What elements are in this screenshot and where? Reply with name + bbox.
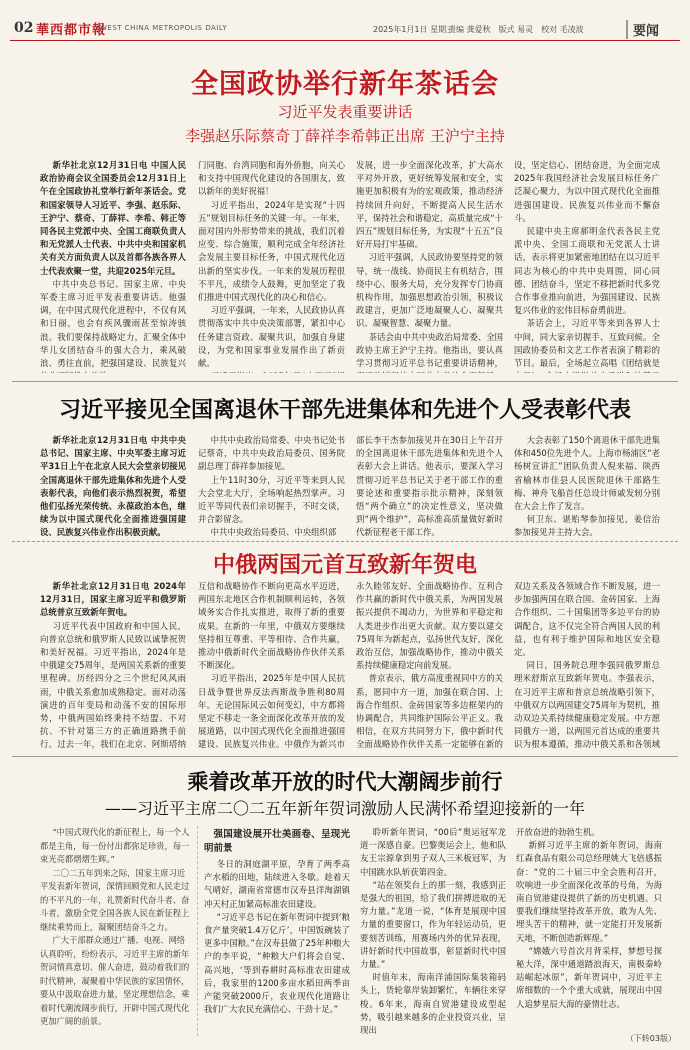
article4-quote: “中国式现代化的新征程上，每一个人都是主角，每一份付出都弥足珍贵，每一束光亮都熠熠生辉。”	[40, 827, 190, 864]
article2-col4	[514, 434, 660, 538]
article4-paragraph: “站在领奖台上的那一刻，我感到正是强大的祖国，给了我们拼搏进取的无穷力量。”龙道一说，“体育是展现中国力量的重要窗口，作为年轻运动员，更要刻苦训练，用赛场内外的优异表现，讲好新时代中国故事，彰显新时代中国力量。”	[360, 879, 506, 970]
article1-paragraph: 发展，进一步全面深化改革，扩大高水平对外开放，更好统筹发展和安全，实施更加积极有为的宏观政策，推动经济持续回升向好，不断提高人民生活水平，保持社会和谐稳定，高质量完成“十四五”规划目标任务，为实现“十五五”良好开局打牢基础。	[356, 160, 503, 250]
article4-col4	[516, 826, 662, 1026]
article3-paragraph: 同日，国务院总理李强同俄罗斯总理米舒斯京互致新年贺电。李强表示，在习近平主席和普京总统战略引领下，中俄双方以两国建交75周年为契机，推动双边关系持续健康稳定发展。中方愿同俄方一道，以两国元首达成的重要共识为根本遵循，推动中俄关系和各领域	[514, 660, 660, 750]
article4-paragraph: 开放奋进的勃勃生机。	[516, 827, 600, 837]
masthead-rule	[10, 40, 680, 41]
article3-title: 中俄两国元首互致新年贺电	[212, 553, 477, 578]
newspaper-logo-en: WEST CHINA METROPOLIS DAILY	[100, 24, 228, 32]
article3-paragraph: 双边关系及各领域合作不断发展，进一步加强两国在联合国、金砖国家、上海合作组织、二十国集团等多边平台的协调配合，这不仅完全符合两国人民的利益，也有利于维护国际和地区安全稳定。	[514, 581, 660, 658]
article1-title: 全国政协举行新年茶话会	[191, 69, 499, 100]
article1-paragraph: 设，坚定信心、团结奋进，为全面完成2025年我国经济社会发展目标任务广泛凝心聚力，为以中国式现代化全面推进强国建设、民族复兴伟业而不懈奋斗。	[514, 160, 660, 223]
article3-paragraph: 习近平代表中国政府和中国人民，向普京总统和俄罗斯人民致以诚挚祝贺和美好祝福。习近平指出，2024年是中俄建交75周年，是两国关系新的重要里程碑。历经四分之三个世纪风风雨雨，中俄关系愈加成熟稳定。面对动荡演进的百年变局和动荡不安的国际形势，中俄两国始终秉持不结盟、不对抗、不针对第三方的正确道路携手前行。过去一年，我们在北京、阿斯塔纳	[40, 620, 186, 750]
article1-paragraph: 习近平指出，2024年是实现“十四五”规划目标任务的关键一年。一年来，面对国内外形势带来的挑战，我们沉着应变、综合施策，顺利完成全年经济社会发展主要目标任务，中国式现代化迈出新的坚实步伐。一年来的发展历程很不平凡，成绩令人鼓舞，更加坚定了我们推进中国式现代化的决心和信心。	[198, 199, 345, 303]
article3-col4	[514, 580, 660, 750]
article3-paragraph: 永久睦邻友好、全面战略协作、互利合作共赢的新时代中俄关系，为两国发展振兴提供不竭动力，为世界和平稳定和人类进步作出更大贡献。双方要以建交75周年为新起点，弘扬世代友好，深化政治互信，加强战略协作，推动中俄关系持续健康稳定向前发展。	[356, 581, 503, 671]
article1-subtitle1: 习近平发表重要讲话	[277, 103, 413, 121]
article4-paragraph: 聆听新年贺词，“00后”奥运冠军龙道一深感自豪。巴黎奥运会上，他和队友王宗源拿到男子双人三米板冠军，为中国跳水队斩获第四金。	[360, 827, 506, 877]
article1-col2	[198, 159, 345, 373]
article2-paragraph: 中共中央政治局常委、中央书记处书记蔡奇，中共中央政治局委员、国务院副总理丁薛祥参加接见。	[198, 435, 345, 472]
article1-col4	[514, 159, 660, 373]
masthead	[0, 0, 690, 46]
article4-subtitle: ——习近平主席二〇二五年新年贺词激励人民满怀希望迎接新的一年	[104, 799, 585, 818]
article4-title: 乘着改革开放的时代大潮阔步前行	[187, 770, 503, 794]
article1-col1	[40, 159, 186, 373]
article3-paragraph: 互信和战略协作不断向更高水平迈进，两国东北地区合作机制顺利运转，各领域务实合作扎实推进，取得了新的重要成果。在新的一年里，中俄双方要继续坚持相互尊重、平等相待、合作共赢，推动中俄新时代全面战略协作伙伴关系不断深化。	[198, 581, 345, 671]
article2-paragraph: 部长李干杰参加接见并在30日上午召开的全国离退休干部先进集体和先进个人表彰大会上讲话。他表示，要深入学习贯彻习近平总书记关于老干部工作的重要论述和重要指示批示精神，深刻领悟“两个确立”的决定性意义，坚决做到“两个维护”，高标准高质量做好新时代新征程老干部工作。	[356, 435, 503, 538]
article1-paragraph: 茶话会上，习近平等来到各界人士中间，同大家亲切握手、互致问候。全国政协委员和文艺工作者表演了精彩的节目。最后，全场起立高唱《团结就是	[514, 318, 660, 369]
article4-col3	[360, 826, 506, 1040]
article2-paragraph: 上午11时30分，习近平等来到人民大会堂北大厅，全场响起热烈掌声。习近平等同代表们亲切握手，不时交谈，并合影留念。	[198, 474, 345, 525]
editor-credits: 责编 龚爱秋 版式 易灵 校对 毛凌波	[448, 25, 584, 34]
column-divider	[197, 826, 198, 1036]
article1-paragraph: 中共中央总书记、国家主席、中央军委主席习近平发表重要讲话。他强调，在中国式现代化进程中，不仅有风和日丽，也会有疾风骤雨甚至惊涛骇浪。我们要保持战略定力，汇聚全体中华儿女团结奋斗的强大合力，乘风破浪、勇往直前，把强国建设、民族复兴	[40, 278, 186, 369]
article1-col3	[356, 159, 503, 373]
newspaper-logo: 華西都市報	[36, 23, 107, 38]
article2-paragraph: 新华社北京12月31日电 中共中央总书记、国家主席、中央军委主席习近平31日上午在北京人民大会堂亲切接见全国离退休干部先进集体和先进个人受表彰代表，向他们表示热烈祝贺，希望他们弘扬光荣传统、永葆政治本色，继续为以中国式现代化全面推进强国建设、民族复兴伟业作出积极贡献。	[40, 435, 186, 538]
article2-col2	[198, 434, 345, 538]
article4-paragraph: “嫦娥六号首次月背采样，梦想号探秘大洋，深中通道踏浪海天，南极秦岭站崛起冰原”，新年贺词中，习近平主席细数的一个个重大成就，展现出中国人追梦星辰大海的豪情壮志。	[516, 945, 662, 1009]
article2-paragraph: 大会表彰了150个离退休干部先进集体和450位先进个人。上海市杨浦区“老杨树宣讲汇”团队负责人倪来福、陕西省榆林市佳县人民医院退休干部路生梅、神舟飞船首任总设计师戚发轫分别在大会上作了发言。	[514, 435, 660, 512]
article4-paragraph: 冬日的洞庭湖平原，孕育了两季高产水稻的田地，陆续进入冬歇。趁着天气晴好，湖南省常德市汉寿县洋淘湖镇冲天村正加紧高标准农田建设。	[204, 859, 350, 909]
continued-note: （下转03版）	[625, 1034, 676, 1043]
article2-col1	[40, 434, 186, 538]
article1-paragraph: 民建中央主席郝明金代表各民主党派中央、全国工商联和无党派人士讲话，表示将更加紧密地团结在以习近平同志为核心的中共中央周围，同心同德、团结奋斗，坚定不移把新时代多党合作事业推向前进，为强国建设、民族复兴伟业的宏伟目标奋勇前进。	[514, 226, 660, 316]
section-divider	[12, 541, 678, 542]
article2-title: 习近平接见全国离退休干部先进集体和先进个人受表彰代表	[58, 398, 631, 423]
article4-paragraph: 新鲜习近平主席的新年贺词，海南红森食品有限公司总经理姚大飞倍感振奋：“党的二十届三中全会胜利召开，吹响进一步全面深化改革的号角，为海南自贸港建设提供了新的历史机遇。只要我们继续坚持改革开放，敢为人先、埋头苦干的精神，就一定能打开发展新天地，不断创造新辉煌。”	[516, 840, 662, 943]
article3-col3	[356, 580, 503, 750]
article2-col3	[356, 434, 503, 538]
article4-quote: 二〇二五年到来之际，国家主席习近平发表新年贺词，深情回顾党和人民走过的不平凡的一年，礼赞新时代奋斗者、奋斗者，激励全党全国各族人民在新征程上继续乘势而上，凝聚团结奋斗之力。	[40, 867, 190, 932]
article3-col1	[40, 580, 186, 750]
article4-subhead: 强国建设展开壮美画卷、呈现光明前景	[204, 829, 350, 854]
article4-quote: 广大干部群众通过广播、电视、网络认真聆听，纷纷表示，习近平主席的新年贺词情真意切、催人奋进，鼓动着我们的时代精神，凝聚着中华民族的家国情怀，要从中汲取奋进力量，坚定理想信念，乘着时代潮流阔步前行，开辟中国式现代化更加广阔的前景。	[40, 935, 190, 1026]
article1-subtitle2: 李强赵乐际蔡奇丁薛祥李希韩正出席 王沪宁主持	[185, 127, 505, 145]
article4-col2	[204, 826, 350, 1040]
article3-paragraph: 普京表示，俄方高度重视同中方的关系，愿同中方一道，加强在联合国、上海合作组织、金砖国家等多边框架内的协调配合，共同维护国际公平正义。我相信，在双方共同努力下，俄中新时代全面战略协作伙伴关系一定能够在新的	[356, 673, 503, 750]
article4-paragraph: “习近平总书记在新年贺词中提到‘粮食产量突破1.4万亿斤’，中国饭碗装了更多中国粮。”在汉寿县做了25年种粮大户的李平说，“种粮大户们将会自觉、高兴地，‘等到春耕时高标准农田建成后，我家里的1200多亩水稻田两季亩产能突破2000斤，农业现代化道路让我们广大农民充满信心、干劲十足。”	[204, 911, 350, 1015]
article1-paragraph	[198, 370, 345, 373]
article3-paragraph: 新华社北京12月31日电 2024年12月31日，国家主席习近平和俄罗斯总统普京互致新年贺电。	[40, 581, 186, 618]
article4-quote-column	[40, 826, 192, 1040]
article4-paragraph: 时值年末，海南洋浦国际集装箱码头上，货轮靠岸装卸繁忙，车辆往来穿梭。6年来，海南自贸港建设成型起势，吸引越来越多的企业投资兴业，呈现出	[360, 972, 506, 1036]
article1-paragraph: 习近平强调，一年来，人民政协认真贯彻落实中共中央决策部署，紧扣中心任务建言资政、凝聚共识，加强自身建设，为党和国家事业发展作出了新贡献。	[198, 305, 345, 369]
article3-col2	[198, 580, 345, 750]
issue-date: 2025年1月1日 星期三	[373, 25, 455, 34]
page-number: 02	[14, 20, 34, 36]
article1-paragraph: 门同胞、台湾同胞和海外侨胞，向关心和支持中国现代化建设的各国朋友，致以新年的美好祝福！	[198, 160, 345, 197]
article2-paragraph: 中共中央政治局委员、中央组织部	[210, 527, 337, 538]
article2-paragraph: 何卫东、谌贻琴参加接见，姜信治参加接见并主持大会。	[514, 514, 660, 538]
article1-paragraph: 习近平强调，人民政协要坚持党的领导，统一战线、协商民主有机结合，围绕中心、服务大局，充分发挥专门协商机构作用，加强思想政治引领，积极议政建言，更加广泛地凝聚人心、凝聚共识、凝聚智慧、凝聚力量。	[356, 252, 503, 329]
section-divider	[12, 756, 678, 757]
section-divider	[12, 381, 678, 382]
section-label: 要闻	[626, 20, 659, 39]
article3-paragraph: 习近平指出，2025年是中国人民抗日战争暨世界反法西斯战争胜利80周年。无论国际风云如何变幻，中方都将坚定不移走一条全面深化改革开放的发展道路，以中国式现代化全面推进强国建设、民族复兴伟业。中俄作为新兴市	[198, 673, 345, 750]
article1-paragraph: 茶话会由中共中央政治局常委、全国政协主席王沪宁主持。他指出，要认真学习贯彻习近平总书记重要讲话精神，	[356, 331, 503, 369]
article1-paragraph: 新华社北京12月31日电 中国人民政治协商会议全国委员会12月31日上午在全国政协礼堂举行新年茶话会。党和国家领导人习近平、李强、赵乐际、王沪宁、蔡奇、丁薛祥、李希、韩正等同各民主党派中央、全国工商联负责人和无党派人士代表、中共中央和国家机关有关方面负责人以及首都各族各界人士代表欢聚一堂，共迎2025年元旦。	[40, 160, 186, 276]
